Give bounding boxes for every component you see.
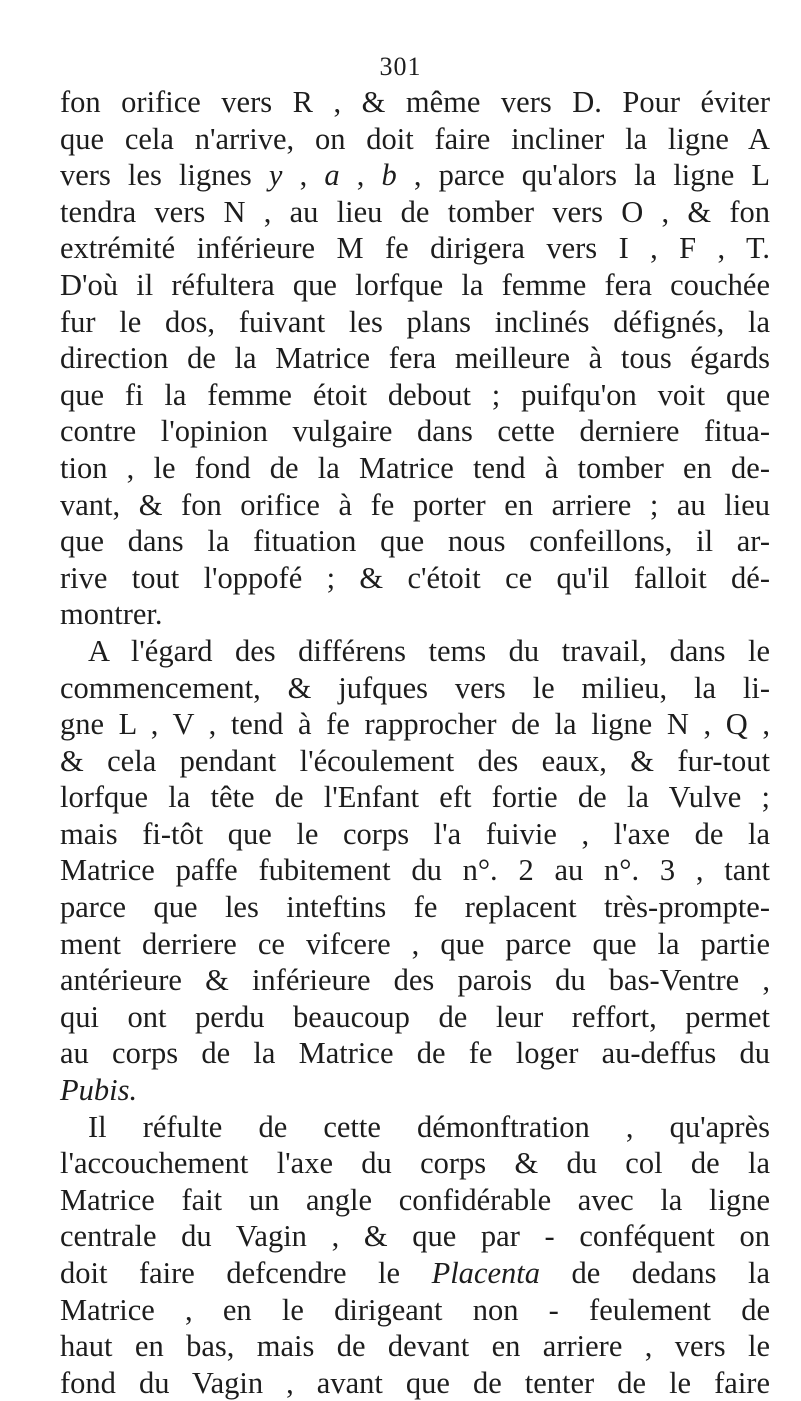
text-line: A l'égard des différens tems du travail, dans le [88, 633, 770, 668]
text-line: Matrice paffe fubitement du n°. 2 au n°. 3 , tant [60, 853, 770, 888]
text-line: que fi la femme étoit debout ; puifqu'on voit que [60, 377, 770, 412]
text-line: fur le dos, fuivant les plans inclinés défignés, la [60, 304, 770, 339]
text-line: Pubis. [60, 1073, 138, 1108]
text-line: ment derriere ce vifcere , que parce que la partie [60, 926, 770, 961]
text-line: direction de la Matrice fera meilleure à tous égards [60, 341, 770, 376]
body-text [60, 84, 770, 1401]
text-line: tendra vers N , au lieu de tomber vers O , & fon [60, 194, 770, 229]
text-line: vers les lignes y , a , b , parce qu'alors la ligne L [60, 158, 771, 193]
text-line: mais fi-tôt que le corps l'a fuivie , l'axe de la [60, 816, 770, 851]
text-line: haut en bas, mais de devant en arriere , vers le [60, 1329, 770, 1364]
text-line: qui ont perdu beaucoup de leur reffort, permet [60, 999, 770, 1034]
text-line: doit faire defcendre le Placenta de dedans la [60, 1256, 770, 1290]
text-line: Matrice fait un angle confidérable avec la ligne [60, 1182, 770, 1217]
text-line: commencement, & jufques vers le milieu, la li- [60, 670, 770, 705]
text-line: l'accouchement l'axe du corps & du col de la [60, 1146, 770, 1181]
text-line: vant, & fon orifice à fe porter en arriere ; au lieu [60, 487, 770, 522]
text-line: montrer. [60, 597, 163, 632]
text-line: que dans la fituation que nous confeillons, il ar- [60, 524, 770, 559]
text-line: au corps de la Matrice de fe loger au-deffus du [60, 1036, 770, 1071]
text-line: fon orifice vers R , & même vers D. Pour éviter [60, 85, 770, 119]
text-line: & cela pendant l'écoulement des eaux, & fur-tout [60, 743, 770, 778]
page-number: 301 [379, 52, 422, 81]
text-line: Matrice , en le dirigeant non - feulement de [60, 1292, 770, 1327]
text-line: contre l'opinion vulgaire dans cette derniere fitua- [60, 414, 770, 449]
text-line: Il réfulte de cette démonftration , qu'après [88, 1109, 770, 1144]
text-line: parce que les inteftins fe replacent très-prompte- [60, 890, 770, 925]
text-line: rive tout l'oppofé ; & c'étoit ce qu'il falloit dé- [60, 560, 770, 595]
text-line: gne L , V , tend à fe rapprocher de la ligne N , Q , [60, 707, 770, 742]
text-line: que cela n'arrive, on doit faire incliner la ligne A [60, 121, 770, 156]
text-line: centrale du Vagin , & que par - conféquent on [60, 1219, 770, 1254]
text-line: antérieure & inférieure des parois du bas-Ventre , [60, 963, 770, 998]
text-line: D'où il réfultera que lorfque la femme fera couchée [60, 267, 770, 302]
text-line: extrémité inférieure M fe dirigera vers I , F , T. [60, 231, 770, 266]
text-line: lorfque la tête de l'Enfant eft fortie de la Vulve ; [60, 780, 770, 815]
text-line: tion , le fond de la Matrice tend à tomber en de- [60, 450, 770, 485]
text-line: fond du Vagin , avant que de tenter de le faire [60, 1365, 770, 1400]
